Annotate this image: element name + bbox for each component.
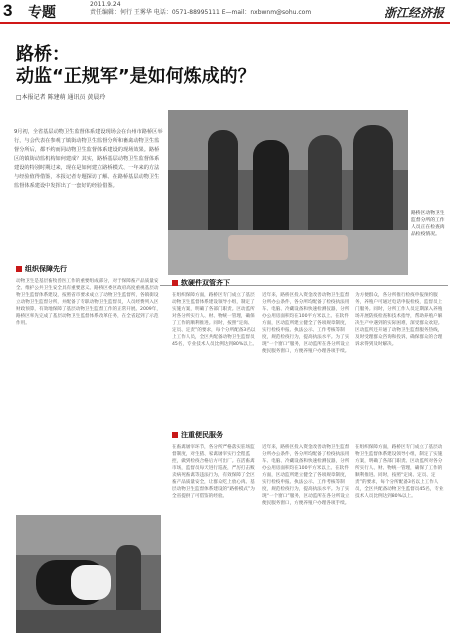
section-heading-hardware-software: 软硬件双管齐下 xyxy=(172,278,230,288)
body-column-7: 在组织保障方面，路桥区专门成立了基层动物卫生监督体系建设领导小组，制定了实施方案，明确了各部门职责。区动监所对各分所实行人、财、物统一管理，确保了工作的顺利推进。同时，按照“定岗、定员、定责”的要求，每个分所配备3名以上工作人员，全区共配备动物卫生监督员45名，专业技术人员比例达到80%以上。 xyxy=(355,445,444,499)
page-number: 3 xyxy=(3,1,13,20)
issue-date: 2011.9.24 xyxy=(90,1,121,8)
body-column-4: 为方便群众，各分所推行检疫申报预约服务，养殖户可通过电话申报检疫，监督员上门服务。同时，分所工作人员定期深入养殖场开展防疫检查和技术指导，帮助养殖户解决生产中遇到的实际困难，深受群众欢迎。区动监所还开通了动物卫生监督服务热线，及时受理群众咨询和投诉，确保群众的合理诉求得到及时解决。 xyxy=(355,293,443,347)
headline-line-2: 动监“正规军”是如何炼成的？ xyxy=(16,66,256,87)
body-column-3: 近年来，路桥区投入资金改善动物卫生监督分所办公条件，各分所均配备了检疫执法用车、电脑、冷藏设备和快速检测仪器，分所办公用房面积均在100平方米以上。在软件方面，区动监所建立健全了各项规章制度，实行检疫申报、执法公示、工作考核等制度，规范检疫行为，提高执法水平。为了实现“一个窗口”服务，区动监所在各分所设立便民服务窗口，方便养殖户办理各项手续。 xyxy=(262,293,350,354)
header-meta xyxy=(90,1,311,17)
body-column-6: 近年来，路桥区投入资金改善动物卫生监督分所办公条件，各分所均配备了检疫执法用车、电脑、冷藏设备和快速检测仪器，分所办公用房面积均在100平方米以上。在软件方面，区动监所建立健全了各项规章制度，实行检疫申报、执法公示、工作考核等制度，规范检疫行为，提高执法水平。为了实现“一个窗口”服务，区动监所在各分所设立便民服务窗口，方便养殖户办理各项手续。 xyxy=(262,445,350,506)
body-column-1: 动物卫生是基层畜牧兽医工作的重要组成部分，对于保障畜产品质量安全、维护公共卫生安全具有重要意义。路桥区委区政府高度重视基层动物卫生监督体系建设，按照省市要求成立了动物卫生监督所，各镇街设立动物卫生监督分所，并配备了专职动物卫生监督员，人员经费列入区财政预算，有效地保障了基层动物卫生监督工作的正常开展。2009年，路桥区率先完成了基层动物卫生监督体系改革任务，在全省起到了示范作用。 xyxy=(16,279,161,326)
headline xyxy=(16,44,256,88)
secondary-photo xyxy=(16,515,161,633)
section-title: 专题 xyxy=(28,5,56,21)
body-column-5: 在畜禽屠宰环节，各分所严格落实驻场监督制度，对生猪、家禽屠宰实行全程监控，做到检疫合格后方可出厂。在活畜禽市场，监督员每天进行巡查，严厉打击贩卖病死畜禽等违法行为，有效保障了全区畜产品质量安全，让群众吃上放心肉。基层动物卫生监督体系建设的“路桥模式”为全省提供了可借鉴的经验。 xyxy=(172,445,255,499)
section-heading-public-service: 注重便民服务 xyxy=(172,430,223,440)
byline: □本报记者 陈建萌 通讯员 黄晨玲 xyxy=(16,94,106,101)
lead-paragraph: 9月初，全省基层动物卫生监督体系建设现场会在台州市路桥区举行，与会代表在参观了镇街动物卫生监督分所和畜禽动物卫生监督分所后，都不约而同动物卫生监督体系建设的现场效果。路桥区的镇街动监机构如何建成？其实，路桥基层动物卫生监督体系建设的特别时期过来，现在是如何建立路桥模式、一年来的方法与经验值得借鉴，本报记者专题探访了解、在路桥基层动物卫生监督体系建设中发挥出了一套好的经验借鉴。 xyxy=(14,129,163,189)
newspaper-brand: 浙江经济报 xyxy=(383,6,444,20)
editor-contact: 责任编辑：何行 王雾华 电话：0571-88995111 E—mail：nxbwnm@sohu.com xyxy=(90,9,312,16)
main-photo xyxy=(168,110,408,275)
page-header xyxy=(0,0,450,24)
headline-line-1: 路桥： xyxy=(16,44,70,65)
photo-caption: 路桥区动物卫生监督分所的工作人员正在检查肉品检疫情况。 xyxy=(411,211,445,237)
body-column-2: 在组织保障方面，路桥区专门成立了基层动物卫生监督体系建设领导小组，制定了实施方案，明确了各部门职责。区动监所对各分所实行人、财、物统一管理，确保了工作的顺利推进。同时，按照“定岗、定员、定责”的要求，每个分所配备3名以上工作人员，全区共配备动物卫生监督员45名，专业技术人员比例达到80%以上。 xyxy=(172,293,257,347)
section-heading-organization: 组织保障先行 xyxy=(16,264,67,274)
